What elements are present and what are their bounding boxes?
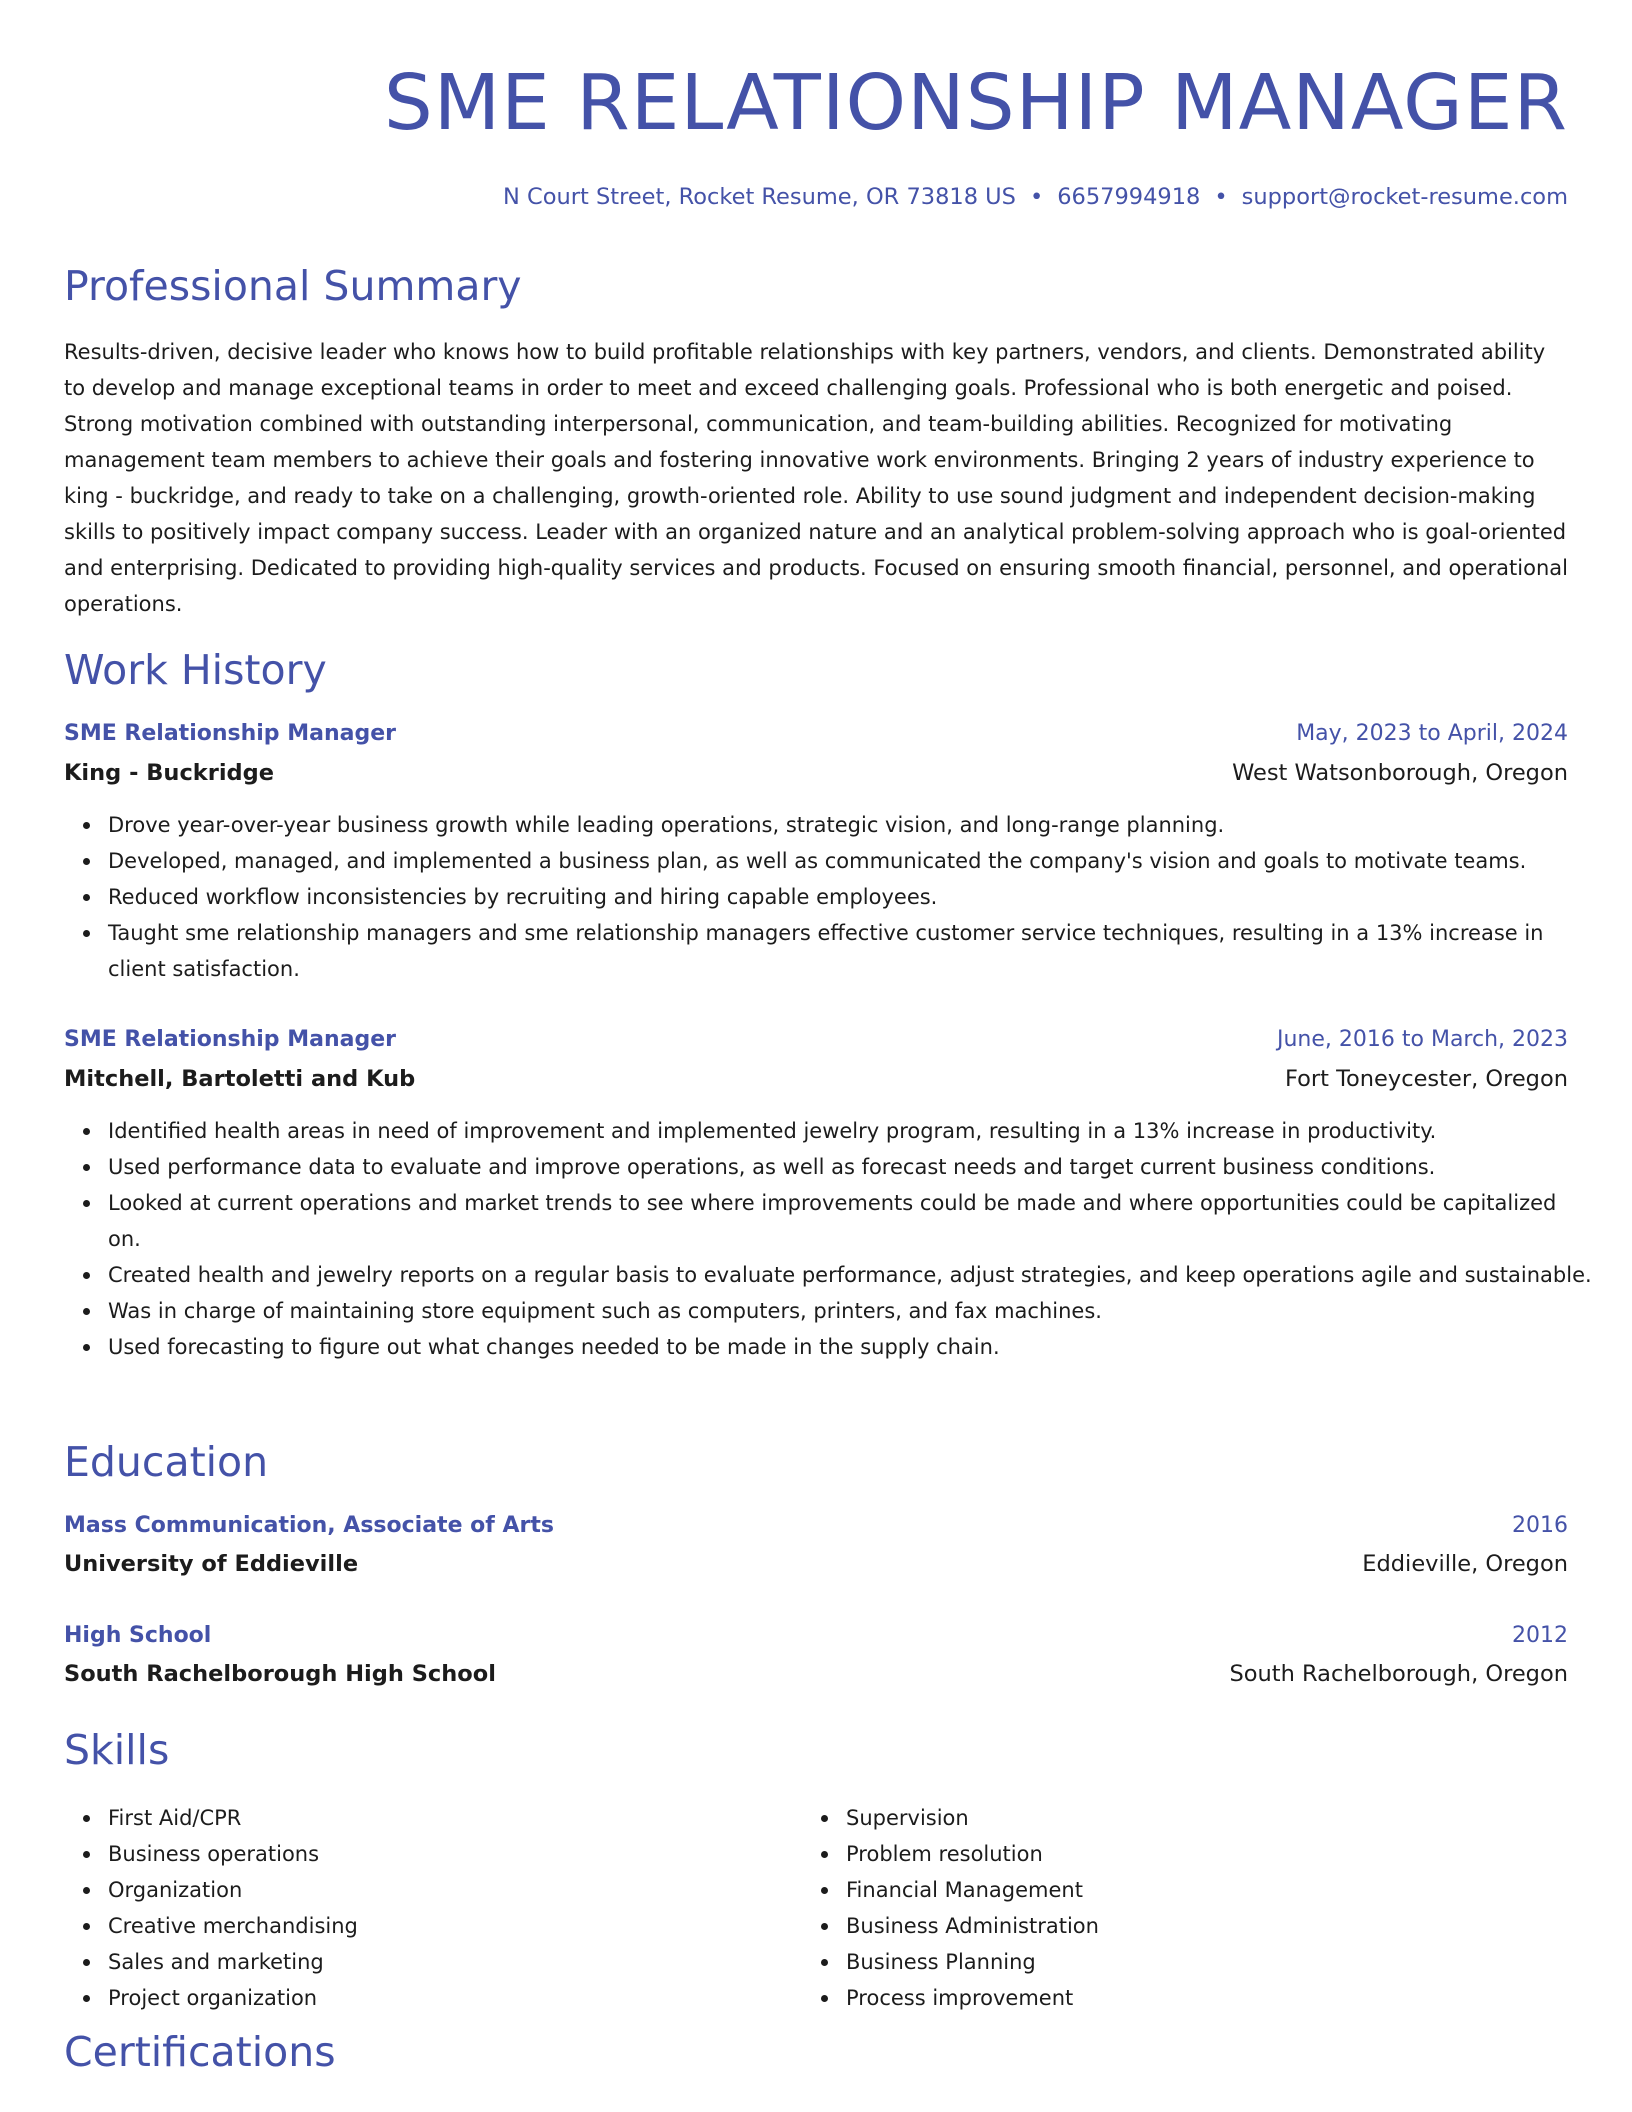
education-school-row (64, 1656, 1568, 1692)
job-company: Mitchell, Bartoletti and Kub (64, 1066, 416, 1092)
job-bullet: Used forecasting to figure out what changes needed to be made in the supply chain. (108, 1329, 1612, 1365)
education-year: 2016 (1512, 1513, 1568, 1538)
job-title-row (64, 716, 1568, 752)
skill-item: Supervision (846, 1800, 1546, 1836)
job-bullet: Developed, managed, and implemented a business plan, as well as communicated the company's vision and goals to motivate teams. (108, 843, 1612, 879)
contact-phone: 6657994918 (1057, 184, 1201, 210)
education-degree-row (64, 1618, 1568, 1654)
skill-item: First Aid/CPR (108, 1800, 808, 1836)
contact-email[interactable]: support@rocket-resume.com (1241, 184, 1568, 210)
education-school-row (64, 1546, 1568, 1582)
job-bullets (64, 807, 1612, 987)
contact-separator: • (1214, 184, 1228, 210)
job-bullet: Reduced workflow inconsistencies by recruiting and hiring capable employees. (108, 879, 1612, 915)
education-location: Eddieville, Oregon (1362, 1551, 1568, 1577)
contact-address: N Court Street, Rocket Resume, OR 73818 US (503, 184, 1016, 210)
education-heading: Education (64, 1438, 269, 1486)
job-company-row (64, 755, 1568, 791)
skill-item: Business Planning (846, 1944, 1546, 1980)
certifications-heading: Certifications (64, 2028, 336, 2076)
job-location: West Watsonborough, Oregon (1232, 760, 1568, 786)
work-history-heading: Work History (64, 646, 327, 694)
job-bullet: Drove year-over-year business growth while leading operations, strategic vision, and long-range planning. (108, 807, 1612, 843)
education-school: University of Eddieville (64, 1551, 359, 1577)
job-company: King - Buckridge (64, 760, 275, 786)
job-bullet: Was in charge of maintaining store equipment such as computers, printers, and fax machines. (108, 1293, 1612, 1329)
skills-list-left (64, 1800, 808, 2016)
summary-text: Results-driven, decisive leader who knows how to build profitable relationships with key partners, vendors, and clients. Demonstrated ability to develop and manage exceptional teams in order to meet and exceed challenging goals. Professional who is both energetic and poised. Strong motivation combined with outstanding interpersonal, communication, and team-building abilities. Recognized for motivating management team members to achieve their goals and fostering innovative work environments. Bringing 2 years of industry experience to king - buckridge, and ready to take on a challenging, growth-oriented role. Ability to use sound judgment and independent decision-making skills to positively impact company success. Leader with an organized nature and an analytical problem-solving approach who is goal-oriented and enterprising. Dedicated to providing high-quality services and products. Focused on ensuring smooth financial, personnel, and operational operations. (64, 340, 1568, 616)
skills-list-right (802, 1800, 1546, 2016)
job-bullets (64, 1113, 1612, 1365)
job-location: Fort Toneycester, Oregon (1284, 1066, 1568, 1092)
job-company-row (64, 1061, 1568, 1097)
job-bullet: Used performance data to evaluate and improve operations, as well as forecast needs and target current business conditions. (108, 1149, 1612, 1185)
resume-name: SME RELATIONSHIP MANAGER (383, 59, 1568, 148)
education-school: South Rachelborough High School (64, 1661, 496, 1687)
skill-item: Process improvement (846, 1980, 1546, 2016)
job-bullet: Taught sme relationship managers and sme relationship managers effective customer service techniques, resulting in a 13% increase in client satisfaction. (108, 915, 1612, 987)
education-degree: High School (64, 1623, 212, 1648)
skill-item: Creative merchandising (108, 1908, 808, 1944)
contact-separator: • (1029, 184, 1044, 210)
skill-item: Organization (108, 1872, 808, 1908)
skills-heading: Skills (64, 1726, 170, 1774)
education-degree-row (64, 1508, 1568, 1544)
job-dates: May, 2023 to April, 2024 (1296, 721, 1568, 746)
job-dates: June, 2016 to March, 2023 (1277, 1027, 1568, 1052)
education-location: South Rachelborough, Oregon (1229, 1661, 1568, 1687)
job-title: SME Relationship Manager (64, 1027, 396, 1052)
skill-item: Problem resolution (846, 1836, 1546, 1872)
skill-item: Sales and marketing (108, 1944, 808, 1980)
education-degree: Mass Communication, Associate of Arts (64, 1513, 554, 1538)
job-bullet: Looked at current operations and market trends to see where improvements could be made and where opportunities could be capitalized on. (108, 1185, 1612, 1257)
contact-line (503, 182, 1568, 212)
summary-heading: Professional Summary (64, 262, 522, 310)
skill-item: Business Administration (846, 1908, 1546, 1944)
skill-item: Financial Management (846, 1872, 1546, 1908)
job-title: SME Relationship Manager (64, 721, 396, 746)
job-title-row (64, 1022, 1568, 1058)
job-bullet: Created health and jewelry reports on a regular basis to evaluate performance, adjust strategies, and keep operations agile and sustainable. (108, 1257, 1612, 1293)
skill-item: Business operations (108, 1836, 808, 1872)
job-bullet: Identified health areas in need of improvement and implemented jewelry program, resulting in a 13% increase in productivity. (108, 1113, 1612, 1149)
skill-item: Project organization (108, 1980, 808, 2016)
education-year: 2012 (1512, 1623, 1568, 1648)
